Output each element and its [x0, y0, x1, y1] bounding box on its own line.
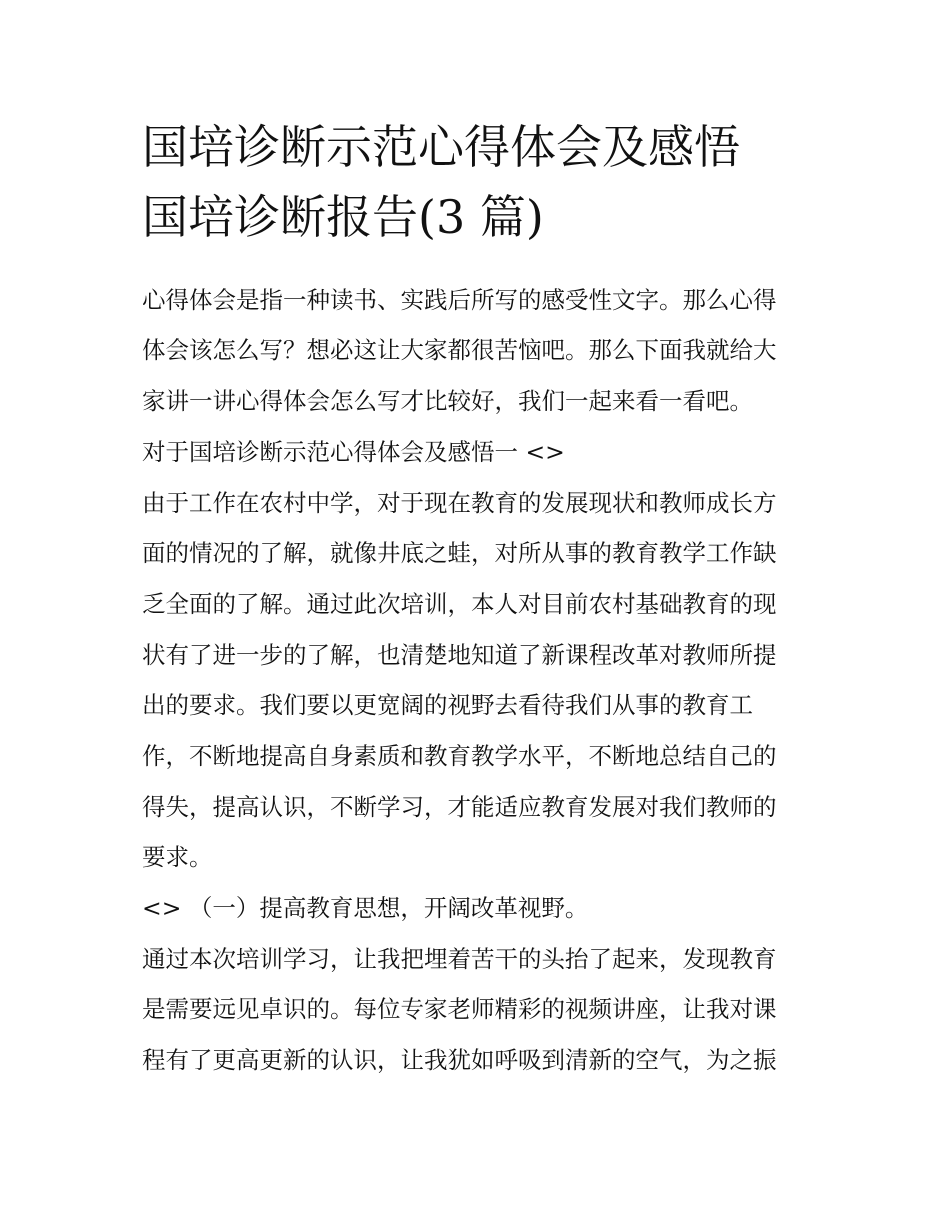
body-line-5: 出的要求。我们要以更宽阔的视野去看待我们从事的教育工	[142, 691, 753, 719]
intro-line-2: 体会该怎么写？想必这让大家都很苦恼吧。那么下面我就给大	[142, 336, 777, 364]
section-heading-1: 对于国培诊断示范心得体会及感悟一 <>	[142, 438, 565, 466]
title-line-2: 国培诊断报告(3 篇)	[142, 190, 544, 244]
intro-line-3: 家讲一讲心得体会怎么写才比较好，我们一起来看一看吧。	[142, 387, 753, 415]
body-line-9: 通过本次培训学习，让我把埋着苦干的头抬了起来，发现教育	[142, 945, 777, 973]
body-line-3: 乏全面的了解。通过此次培训，本人对目前农村基础教育的现	[142, 590, 777, 618]
body-line-8: 要求。	[142, 843, 213, 871]
body-line-10: 是需要远见卓识的。每位专家老师精彩的视频讲座，让我对课	[142, 995, 777, 1023]
body-line-7: 得失，提高认识，不断学习，才能适应教育发展对我们教师的	[142, 793, 777, 821]
document-title	[142, 112, 842, 252]
body-line-4: 状有了进一步的了解，也清楚地知道了新课程改革对教师所提	[142, 641, 777, 669]
intro-line-1: 心得体会是指一种读书、实践后所写的感受性文字。那么心得	[142, 286, 777, 314]
subheading-1: <> （一）提高教育思想，开阔改革视野。	[142, 894, 589, 922]
body-line-1: 由于工作在农村中学，对于现在教育的发展现状和教师成长方	[142, 489, 777, 517]
body-line-6: 作，不断地提高自身素质和教育教学水平，不断地总结自己的	[142, 742, 777, 770]
body-line-11: 程有了更高更新的认识，让我犹如呼吸到清新的空气，为之振	[142, 1046, 777, 1074]
title-line-1: 国培诊断示范心得体会及感悟	[142, 120, 740, 174]
body-line-2: 面的情况的了解，就像井底之蛙，对所从事的教育教学工作缺	[142, 539, 777, 567]
